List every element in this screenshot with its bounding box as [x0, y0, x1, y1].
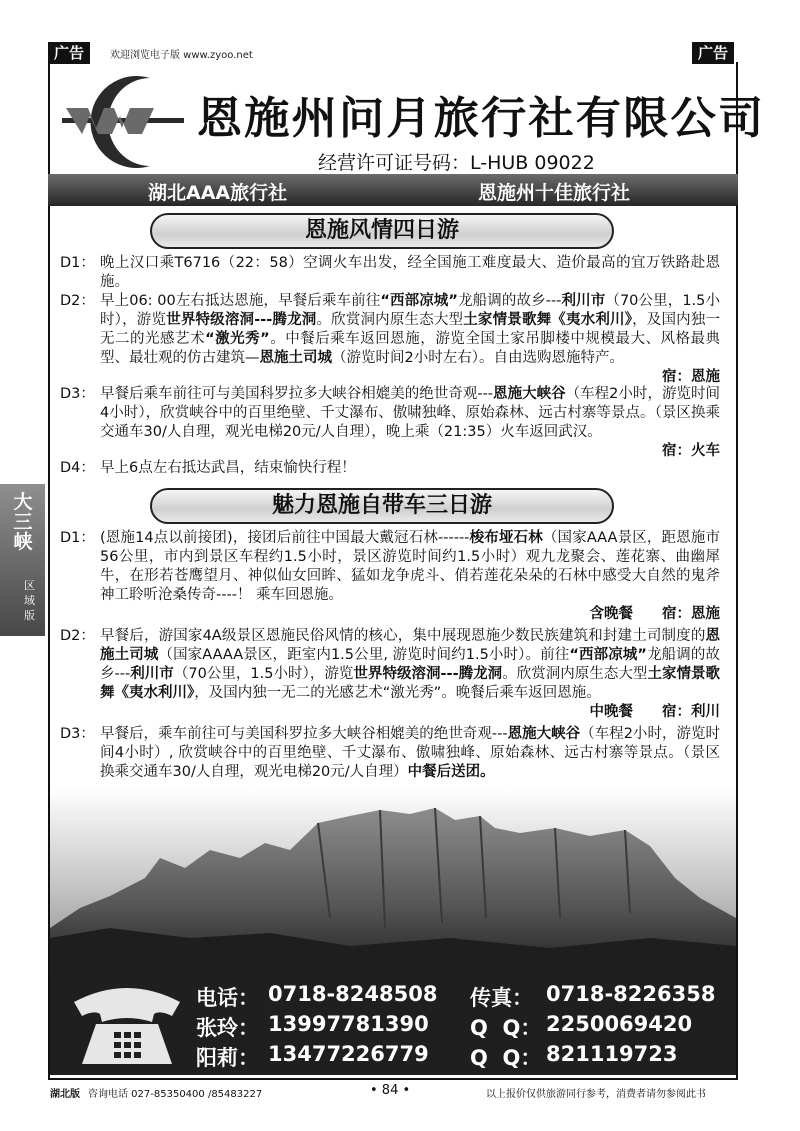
stay-label: 宿：恩施	[662, 369, 720, 385]
phone-number[interactable]: 0718-8248508	[268, 982, 438, 1006]
tour1-day2: D2： 早上06: 00左右抵达恩施，早餐后乘车前往“西部凉城”龙船调的故乡---利川市（70公里，1.5小时），游览世界特级溶洞---腾龙洞。欣赏洞内原生态大型土家情景歌舞《夷水利川》，及国内独一无二的光感艺术“激光秀”。中餐后乘车返回恩施，游览全国土家吊脚楼中规模最大、风格最典型、最壮观的仿古建筑—恩施土司城（游览时间2小时左右）。自由选购恩施特产。 宿：恩施	[60, 293, 721, 385]
fax-number[interactable]: 0718-8226358	[546, 982, 716, 1006]
tour1-day1: D1： 晚上汉口乘T6716（22：58）空调火车出发，经全国施工难度最大、造价最高的宜万铁路赴恩施。	[60, 255, 720, 290]
company-logo-icon	[58, 72, 188, 172]
qq1-label: Q Q：	[470, 1016, 542, 1040]
contact1-phone[interactable]: 13997781390	[268, 1012, 429, 1036]
phone-label: 电话：	[196, 986, 259, 1010]
ad-label-left: 广告	[48, 42, 90, 64]
tour2-title: 魅力恩施自带车三日游	[150, 488, 614, 524]
day-label: D1：	[60, 255, 95, 271]
footer-note: 以上报价仅供旅游同行参考，消费者请勿参阅此书	[486, 1089, 706, 1100]
footer-hotline: 咨询电话 027-85350400 /85483227	[88, 1089, 263, 1100]
ad-label-right: 广告	[692, 42, 734, 64]
day-label: D3：	[60, 726, 95, 742]
page-number: • 84 •	[370, 1083, 411, 1098]
tour2-day1: D1： (恩施14点以前接团)，接团后前往中国最大戴冠石林------梭布垭石林（国家AAA景区，距恩施市56公里，市内到景区车程约1.5小时，景区游览时间约1.5小时）观九龙聚会、莲花寨、曲幽犀牛，在形若苍鹰望月、神似仙女回眸、猛如龙争虎斗、俏若莲花朵朵的石林中感受大自然的鬼斧神工聆听沧桑传奇----！ 乘车回恩施。 含晚餐 宿：恩施	[60, 530, 721, 622]
fax-label: 传真：	[470, 986, 533, 1010]
canyon-photo	[50, 788, 736, 973]
contact-panel	[50, 972, 736, 1075]
tour1-title: 恩施风情四日游	[150, 213, 614, 249]
stay-label: 中晚餐 宿：利川	[589, 704, 720, 720]
day-label: D1：	[60, 530, 95, 546]
banner-right: 恩施州十佳旅行社	[478, 182, 631, 204]
banner-bar	[48, 174, 738, 206]
welcome-text[interactable]: 欢迎浏览电子版 www.zyoo.net	[110, 50, 253, 61]
side-small-text: 区域版	[24, 579, 35, 622]
contact2-phone[interactable]: 13477226779	[268, 1042, 429, 1066]
contact1-name: 张玲：	[196, 1016, 259, 1040]
stay-label: 宿：火车	[662, 443, 720, 459]
banner-left: 湖北AAA旅行社	[148, 182, 288, 204]
side-edition-tab	[0, 484, 45, 636]
footer-edition: 湖北版	[50, 1089, 80, 1100]
contact2-name: 阳莉：	[196, 1046, 259, 1070]
tour1-day4: D4： 早上6点左右抵达武昌，结束愉快行程！	[60, 460, 356, 476]
day-label: D3：	[60, 386, 95, 402]
tour2-day2: D2： 早餐后，游国家4A级景区恩施民俗风情的核心，集中展现恩施少数民族建筑和封建土司制度的恩施土司城（国家AAAA景区，距室内1.5公里, 游览时间约1.5小时）。前往“西部凉城”龙船调的故乡---利川市（70公里，1.5小时），游览世界特级溶洞---腾龙洞。欣赏洞内原生态大型土家情景歌舞《夷水利川》，及国内独一无二的光感艺术“激光秀”。晚餐后乘车返回恩施。 中晚餐 宿：利川	[60, 628, 721, 720]
stay-label: 含晚餐 宿：恩施	[589, 606, 720, 622]
tour1-day3: D3： 早餐后乘车前往可与美国科罗拉多大峡谷相媲美的绝世奇观---恩施大峡谷（车程2小时，游览时间 4小时），欣赏峡谷中的百里绝壁、千丈瀑布、傲啸独峰、原始森林、远古村寨等景点。（景区换乘交通车30/人自理，观光电梯20元/人自理），晚上乘（21:35）火车返回武汉。 宿：火车	[60, 386, 720, 459]
qq2-number[interactable]: 821119723	[546, 1042, 678, 1066]
tour2-day3: D3： 早餐后，乘车前往可与美国科罗拉多大峡谷相媲美的绝世奇观---恩施大峡谷（车程2小时，游览时间4小时）, 欣赏峡谷中的百里绝壁、千丈瀑布、傲啸独峰、原始森林、远古村寨等景点。（景区换乘交通车30/人自理，观光电梯20元/人自理）中餐后送团。	[60, 726, 721, 780]
day-label: D2：	[60, 628, 95, 644]
telephone-icon	[68, 980, 186, 1068]
company-name: 恩施州问月旅行社有限公司	[196, 93, 766, 144]
day-label: D4：	[60, 460, 95, 476]
qq2-label: Q Q：	[470, 1046, 542, 1070]
license-number: 经营许可证号码：L-HUB 09022	[318, 152, 595, 174]
side-big-text: 大三峡	[13, 491, 33, 553]
day-label: D2：	[60, 293, 95, 309]
qq1-number[interactable]: 2250069420	[546, 1012, 693, 1036]
